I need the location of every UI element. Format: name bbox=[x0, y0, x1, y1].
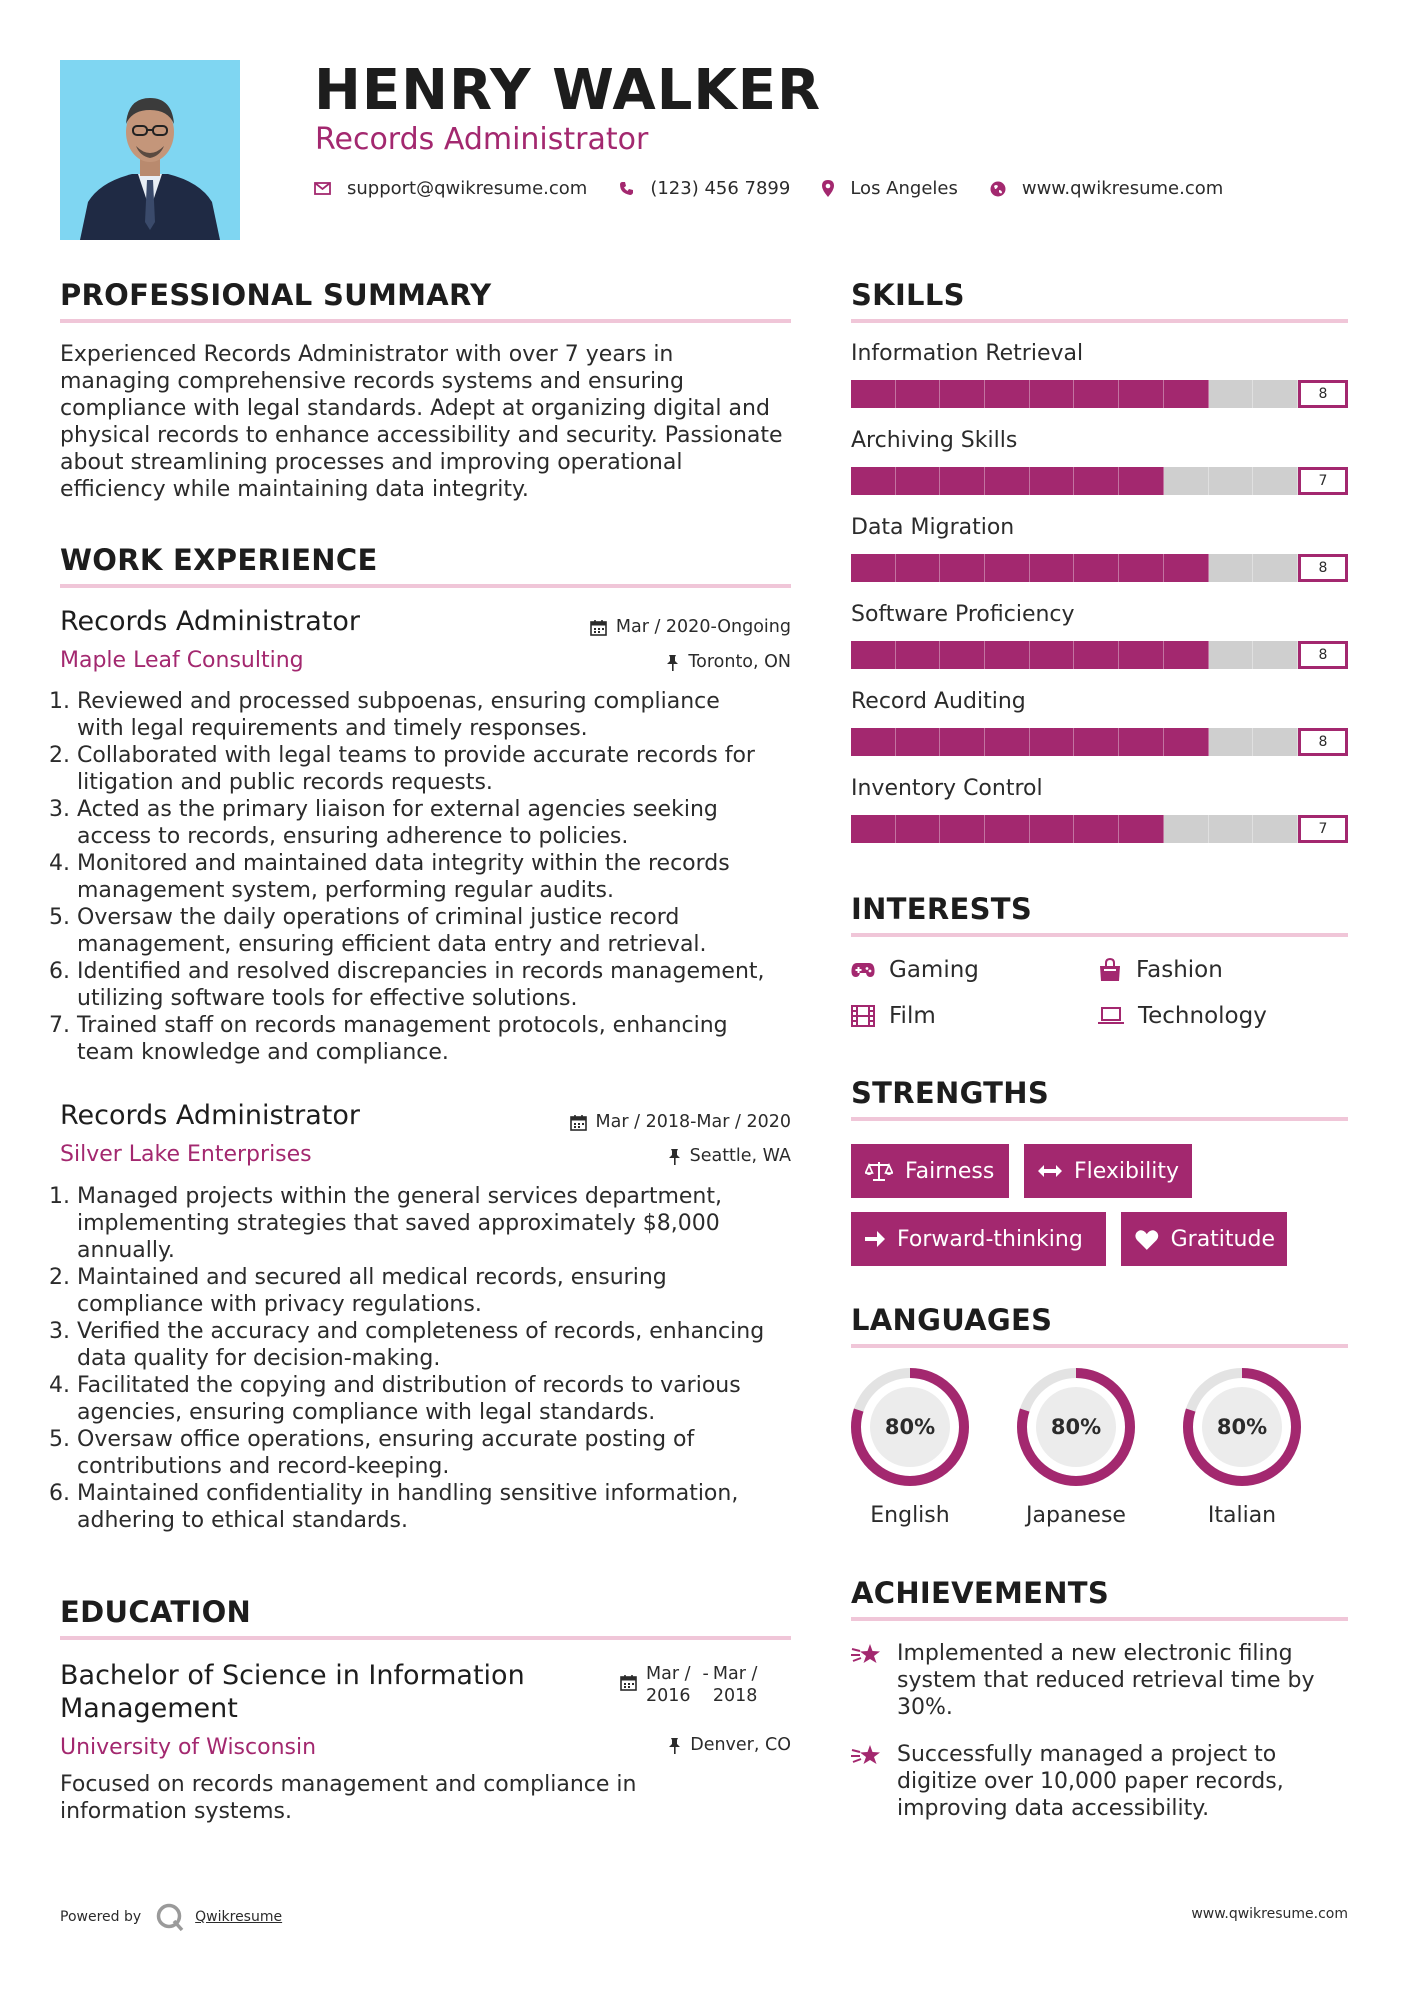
language-percent: 80% bbox=[884, 1415, 936, 1439]
skill-segment-filled bbox=[985, 380, 1030, 408]
skill-segment-empty bbox=[1253, 815, 1298, 843]
skill-segment-filled bbox=[985, 815, 1030, 843]
strengths-heading: STRENGTHS bbox=[851, 1076, 1050, 1110]
strength-tag: Forward-thinking bbox=[851, 1212, 1106, 1266]
list-item: 5. Oversaw office operations, ensuring accurate posting of contributions and record-keeping. bbox=[49, 1427, 695, 1479]
skill-level-bar bbox=[851, 467, 1298, 495]
skill-label: Inventory Control bbox=[851, 776, 1043, 801]
interests-heading: INTERESTS bbox=[851, 892, 1033, 926]
balance-scale-icon bbox=[865, 1160, 893, 1182]
list-item: 3. Acted as the primary liaison for external agencies seeking access to records, ensuring adherence to policies. bbox=[49, 797, 718, 849]
skill-segment-filled bbox=[1030, 641, 1075, 669]
skill-segment-filled bbox=[1030, 467, 1075, 495]
job-location: Seattle, WA bbox=[668, 1145, 791, 1167]
skill-segment-filled bbox=[1119, 641, 1164, 669]
job-dates: Mar / 2018-Mar / 2020 bbox=[570, 1111, 791, 1133]
skill-segment-empty bbox=[1209, 380, 1254, 408]
shooting-star-icon bbox=[851, 1742, 883, 1770]
interest-gaming: Gaming bbox=[851, 956, 979, 984]
skill-segment-filled bbox=[1030, 728, 1075, 756]
skill-level-badge: 8 bbox=[1298, 554, 1348, 582]
skill-segment-filled bbox=[1074, 728, 1119, 756]
skill-segment-filled bbox=[1074, 641, 1119, 669]
skill-segment-filled bbox=[1074, 380, 1119, 408]
phone-text: (123) 456 7899 bbox=[650, 178, 791, 199]
calendar-icon bbox=[590, 619, 607, 636]
skill-segment-filled bbox=[851, 815, 896, 843]
skill-segment-filled bbox=[940, 380, 985, 408]
skill-segment-filled bbox=[1030, 380, 1075, 408]
education-divider bbox=[60, 1636, 791, 1640]
skill-label: Data Migration bbox=[851, 515, 1015, 540]
profile-photo bbox=[60, 60, 240, 240]
contact-email[interactable] bbox=[314, 178, 587, 199]
envelope-icon bbox=[314, 182, 331, 195]
school-name: University of Wisconsin bbox=[60, 1735, 317, 1760]
skill-level-bar bbox=[851, 380, 1298, 408]
degree-title: Bachelor of Science in Information Management bbox=[60, 1660, 525, 1724]
skill-segment-filled bbox=[1164, 728, 1209, 756]
skill-segment-filled bbox=[1119, 815, 1164, 843]
company-name: Maple Leaf Consulting bbox=[60, 648, 304, 673]
skill-segment-filled bbox=[1119, 728, 1164, 756]
qwikresume-logo-icon bbox=[155, 1902, 185, 1932]
skills-divider bbox=[851, 319, 1348, 323]
footer-website-link[interactable]: www.qwikresume.com bbox=[1191, 1906, 1348, 1922]
education-description: Focused on records management and compliance in information systems. bbox=[60, 1772, 637, 1824]
skill-segment-filled bbox=[1030, 815, 1075, 843]
skill-segment-filled bbox=[985, 728, 1030, 756]
language-proficiency-ring bbox=[1015, 1366, 1137, 1488]
skill-segment-filled bbox=[985, 467, 1030, 495]
education-heading: EDUCATION bbox=[60, 1595, 252, 1629]
skill-segment-empty bbox=[1209, 728, 1254, 756]
experience-divider bbox=[60, 584, 791, 588]
skill-segment-filled bbox=[851, 728, 896, 756]
language-name: Japanese bbox=[1026, 1503, 1126, 1528]
skill-segment-filled bbox=[1164, 641, 1209, 669]
list-item: 3. Verified the accuracy and completeness of records, enhancing data quality for decision-making. bbox=[49, 1319, 765, 1371]
skill-segment-filled bbox=[1074, 554, 1119, 582]
strength-tag: Fairness bbox=[851, 1144, 1009, 1198]
powered-by: Powered by Qwikresume bbox=[60, 1902, 282, 1932]
calendar-icon bbox=[570, 1114, 587, 1131]
skill-segment-filled bbox=[896, 815, 941, 843]
strength-tag: Gratitude bbox=[1121, 1212, 1287, 1266]
languages-heading: LANGUAGES bbox=[851, 1303, 1053, 1337]
school-location: Denver, CO bbox=[668, 1734, 791, 1756]
languages-divider bbox=[851, 1344, 1348, 1348]
list-item: 4. Monitored and maintained data integrity within the records management system, performing regular audits. bbox=[49, 851, 730, 903]
language-proficiency-ring bbox=[849, 1366, 971, 1488]
skill-segment-empty bbox=[1164, 467, 1209, 495]
job-responsibilities bbox=[49, 688, 812, 1066]
education-dates: Mar / 2016 - Mar / 2018 bbox=[620, 1663, 757, 1707]
skill-segment-filled bbox=[985, 554, 1030, 582]
shopping-bag-icon bbox=[1098, 958, 1122, 982]
candidate-name: HENRY WALKER bbox=[314, 58, 822, 123]
skill-level-badge: 8 bbox=[1298, 380, 1348, 408]
list-item: 1. Reviewed and processed subpoenas, ensuring compliance with legal requirements and timely responses. bbox=[49, 689, 720, 741]
skill-segment-filled bbox=[896, 467, 941, 495]
summary-divider bbox=[60, 319, 791, 323]
phone-icon bbox=[619, 181, 634, 196]
strengths-divider bbox=[851, 1117, 1348, 1121]
skill-segment-filled bbox=[1164, 554, 1209, 582]
skill-segment-filled bbox=[940, 728, 985, 756]
list-item: 2. Collaborated with legal teams to provide accurate records for litigation and public records requests. bbox=[49, 743, 755, 795]
skill-level-bar bbox=[851, 641, 1298, 669]
contact-phone[interactable] bbox=[619, 178, 790, 199]
contact-website[interactable] bbox=[990, 178, 1223, 199]
laptop-icon bbox=[1098, 1007, 1124, 1025]
skill-level-badge: 7 bbox=[1298, 815, 1348, 843]
skill-label: Archiving Skills bbox=[851, 428, 1018, 453]
list-item: 6. Identified and resolved discrepancies in records management, utilizing software tools for effective solutions. bbox=[49, 959, 765, 1011]
job-location: Toronto, ON bbox=[666, 651, 791, 673]
summary-heading: PROFESSIONAL SUMMARY bbox=[60, 278, 492, 312]
summary-text: Experienced Records Administrator with over 7 years in managing comprehensive records systems and ensuring compliance with legal standards. Adept at organizing digital and physical records to enhance accessibility and security. Passionate about streamlining processes and improving operational efficiency while maintaining data integrity. bbox=[60, 342, 783, 502]
skill-segment-filled bbox=[851, 467, 896, 495]
language-name: Italian bbox=[1207, 1503, 1277, 1528]
film-icon bbox=[851, 1005, 875, 1027]
calendar-icon bbox=[620, 1674, 637, 1691]
skill-segment-filled bbox=[896, 641, 941, 669]
skill-label: Information Retrieval bbox=[851, 341, 1084, 366]
skill-segment-filled bbox=[896, 380, 941, 408]
contact-bar bbox=[314, 178, 1255, 199]
skill-level-badge: 8 bbox=[1298, 641, 1348, 669]
language-name: English bbox=[870, 1503, 950, 1528]
skill-segment-filled bbox=[1164, 380, 1209, 408]
interest-film: Film bbox=[851, 1002, 936, 1030]
skill-segment-filled bbox=[851, 641, 896, 669]
skill-segment-filled bbox=[851, 554, 896, 582]
achievement-item: Successfully managed a project to digitize over 10,000 paper records, improving data accessibility. bbox=[851, 1741, 1331, 1822]
map-marker-icon bbox=[822, 180, 834, 197]
job-responsibilities bbox=[49, 1183, 812, 1534]
skill-segment-filled bbox=[940, 815, 985, 843]
skill-level-bar bbox=[851, 815, 1298, 843]
skill-segment-filled bbox=[1074, 467, 1119, 495]
skill-level-badge: 7 bbox=[1298, 467, 1348, 495]
skill-level-bar bbox=[851, 554, 1298, 582]
skill-label: Software Proficiency bbox=[851, 602, 1075, 627]
achievements-divider bbox=[851, 1617, 1348, 1621]
skill-segment-empty bbox=[1253, 641, 1298, 669]
skill-segment-empty bbox=[1209, 815, 1254, 843]
skill-segment-filled bbox=[1119, 380, 1164, 408]
skill-segment-empty bbox=[1253, 467, 1298, 495]
email-text: support@qwikresume.com bbox=[347, 178, 588, 199]
skill-segment-filled bbox=[851, 380, 896, 408]
skill-segment-filled bbox=[896, 554, 941, 582]
skill-segment-filled bbox=[1119, 467, 1164, 495]
skill-segment-filled bbox=[1119, 554, 1164, 582]
interest-technology: Technology bbox=[1098, 1002, 1267, 1030]
skill-level-bar bbox=[851, 728, 1298, 756]
pushpin-icon bbox=[666, 654, 679, 671]
list-item: 4. Facilitated the copying and distribution of records to various agencies, ensuring compliance with legal standards. bbox=[49, 1373, 741, 1425]
skill-level-badge: 8 bbox=[1298, 728, 1348, 756]
website-text: www.qwikresume.com bbox=[1021, 178, 1224, 199]
skill-segment-empty bbox=[1253, 554, 1298, 582]
skill-segment-filled bbox=[985, 641, 1030, 669]
gamepad-icon bbox=[851, 962, 875, 978]
skill-segment-empty bbox=[1164, 815, 1209, 843]
arrow-right-icon bbox=[865, 1230, 885, 1248]
skill-segment-empty bbox=[1209, 554, 1254, 582]
skill-segment-empty bbox=[1209, 467, 1254, 495]
language-proficiency-ring bbox=[1181, 1366, 1303, 1488]
strength-tag: Flexibility bbox=[1024, 1144, 1192, 1198]
list-item: 7. Trained staff on records management protocols, enhancing team knowledge and compliance. bbox=[49, 1013, 728, 1065]
job-title: Records Administrator bbox=[60, 606, 360, 637]
list-item: 2. Maintained and secured all medical records, ensuring compliance with privacy regulations. bbox=[49, 1265, 667, 1317]
language-percent: 80% bbox=[1050, 1415, 1102, 1439]
experience-heading: WORK EXPERIENCE bbox=[60, 543, 378, 577]
candidate-title: Records Administrator bbox=[315, 122, 649, 157]
shooting-star-icon bbox=[851, 1641, 883, 1669]
pushpin-icon bbox=[668, 1737, 681, 1754]
company-name: Silver Lake Enterprises bbox=[60, 1142, 312, 1167]
pushpin-icon bbox=[668, 1148, 681, 1165]
job-dates: Mar / 2020-Ongoing bbox=[590, 616, 791, 638]
achievements-heading: ACHIEVEMENTS bbox=[851, 1576, 1110, 1610]
heart-icon bbox=[1135, 1229, 1159, 1250]
skill-segment-empty bbox=[1253, 728, 1298, 756]
skill-segment-empty bbox=[1209, 641, 1254, 669]
skills-heading: SKILLS bbox=[851, 278, 965, 312]
location-text: Los Angeles bbox=[850, 178, 958, 199]
language-percent: 80% bbox=[1216, 1415, 1268, 1439]
contact-location bbox=[822, 178, 958, 199]
skill-segment-filled bbox=[940, 554, 985, 582]
arrows-horizontal-icon bbox=[1038, 1164, 1062, 1178]
skill-segment-filled bbox=[940, 641, 985, 669]
interest-fashion: Fashion bbox=[1098, 956, 1223, 984]
skill-segment-filled bbox=[896, 728, 941, 756]
list-item: 6. Maintained confidentiality in handling sensitive information, adhering to ethical standards. bbox=[49, 1481, 739, 1533]
list-item: 1. Managed projects within the general services department, implementing strategies that saved approximately $8,000 annually. bbox=[49, 1184, 722, 1263]
achievement-item: Implemented a new electronic filing system that reduced retrieval time by 30%. bbox=[851, 1640, 1331, 1721]
list-item: 5. Oversaw the daily operations of criminal justice record management, ensuring efficient data entry and retrieval. bbox=[49, 905, 707, 957]
qwikresume-link[interactable]: Qwikresume bbox=[195, 1909, 283, 1925]
interests-divider bbox=[851, 933, 1348, 937]
skill-segment-filled bbox=[940, 467, 985, 495]
skill-segment-empty bbox=[1253, 380, 1298, 408]
globe-icon bbox=[990, 181, 1006, 197]
skill-segment-filled bbox=[1074, 815, 1119, 843]
skill-segment-filled bbox=[1030, 554, 1075, 582]
skill-label: Record Auditing bbox=[851, 689, 1026, 714]
job-title: Records Administrator bbox=[60, 1100, 360, 1131]
